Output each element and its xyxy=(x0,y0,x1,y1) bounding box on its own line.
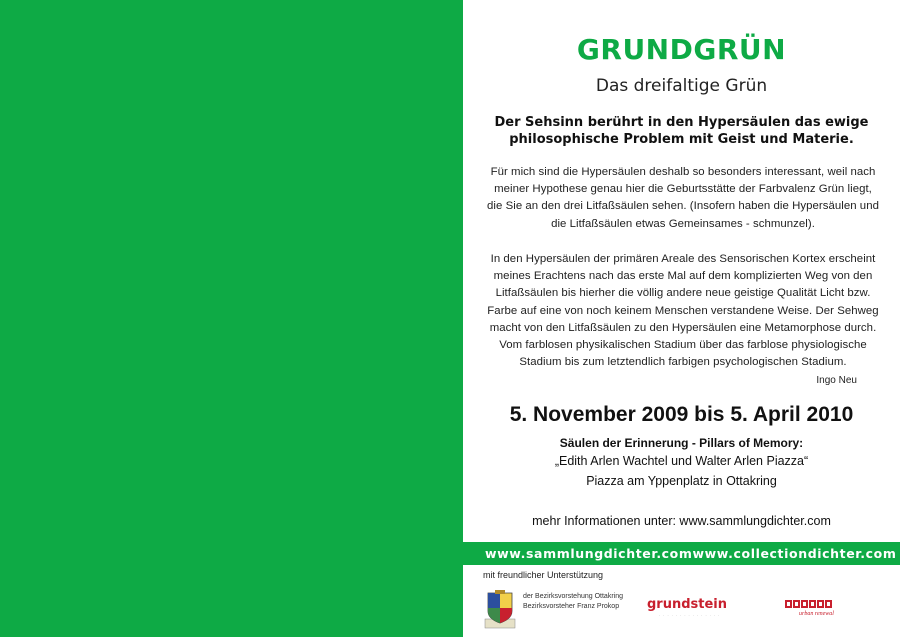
page-subtitle: Das dreifaltige Grün xyxy=(595,76,768,96)
sammlungdichter-link[interactable]: www.sammlungdichter.com xyxy=(485,546,693,561)
urban-renewal-text: urban renewal xyxy=(799,611,834,617)
paragraph-line: die Litfaßsäulen etwas Gemeinsames - schmunzel). xyxy=(551,217,815,230)
collectiondichter-link[interactable]: www.collectiondichter.com xyxy=(692,546,897,561)
paragraph-line: Farbe auf eine von noch keinem Menschen verstandene Weise. Der Sehweg xyxy=(487,304,879,317)
lead-statement xyxy=(483,114,880,148)
support-label: mit freundlicher Unterstützung xyxy=(483,570,604,580)
event-title: Säulen der Erinnerung - Pillars of Memory: xyxy=(559,436,804,450)
paragraph-line: meines Erachtens nach das erste Mal auf dem komplizierten Weg von den xyxy=(493,270,873,283)
event-subtitle: „Edith Arlen Wachtel und Walter Arlen Piazza“ xyxy=(554,454,809,468)
paragraph-line: meiner Hypothese genau hier die Geburtsstätte der Farbvalenz Grün liegt, xyxy=(494,183,872,196)
links-bar xyxy=(463,542,900,565)
page-title: GRUNDGRÜN xyxy=(576,33,787,66)
district-line: der Bezirksvorstehung Ottakring xyxy=(523,593,623,600)
paragraph-line: Stadium bis zum letztendlich farbigen psychologischen Stadium. xyxy=(519,356,847,369)
flyer-content xyxy=(463,0,900,637)
paragraph-line: die Sie an den drei Litfaßsäulen sehen. (Insofern haben die Hypersäulen und xyxy=(487,200,879,213)
district-line: Bezirksvorsteher Franz Prokop xyxy=(523,603,620,610)
paragraph-line: Litfaßsäulen bis hierher die völlig andere neue geistige Qualität Licht bzw. xyxy=(495,287,871,300)
lead-line: philosophische Problem mit Geist und Materie. xyxy=(509,132,854,147)
more-info-text: mehr Informationen unter: www.sammlungdichter.com xyxy=(532,514,831,528)
district-sponsor-text xyxy=(523,592,623,612)
district-crest-logo xyxy=(483,589,517,631)
grundstein-tagline: . . . . . . . . . . . . . . . xyxy=(659,612,721,617)
paragraph-line: Vom farblosen physikalischen Stadium über das farblose physiologische xyxy=(499,339,867,352)
lead-line: Der Sehsinn berührt in den Hypersäulen das ewige xyxy=(494,115,869,130)
paragraph-1 xyxy=(477,164,889,233)
event-location: Piazza am Yppenplatz in Ottakring xyxy=(586,474,777,488)
grundstein-logo: grundstein xyxy=(647,597,728,612)
author-name: Ingo Neu xyxy=(816,375,857,386)
paragraph-line: Für mich sind die Hypersäulen deshalb so besonders interessant, weil nach xyxy=(490,166,876,178)
paragraph-2 xyxy=(477,251,889,371)
paragraph-line: macht von den Litfaßsäulen zu den Hypersäulen eine Metamorphose durch. xyxy=(489,321,877,334)
event-dates: 5. November 2009 bis 5. April 2010 xyxy=(509,403,854,426)
paragraph-line: In den Hypersäulen der primären Areale des Sensorischen Kortex erscheint xyxy=(490,253,876,265)
